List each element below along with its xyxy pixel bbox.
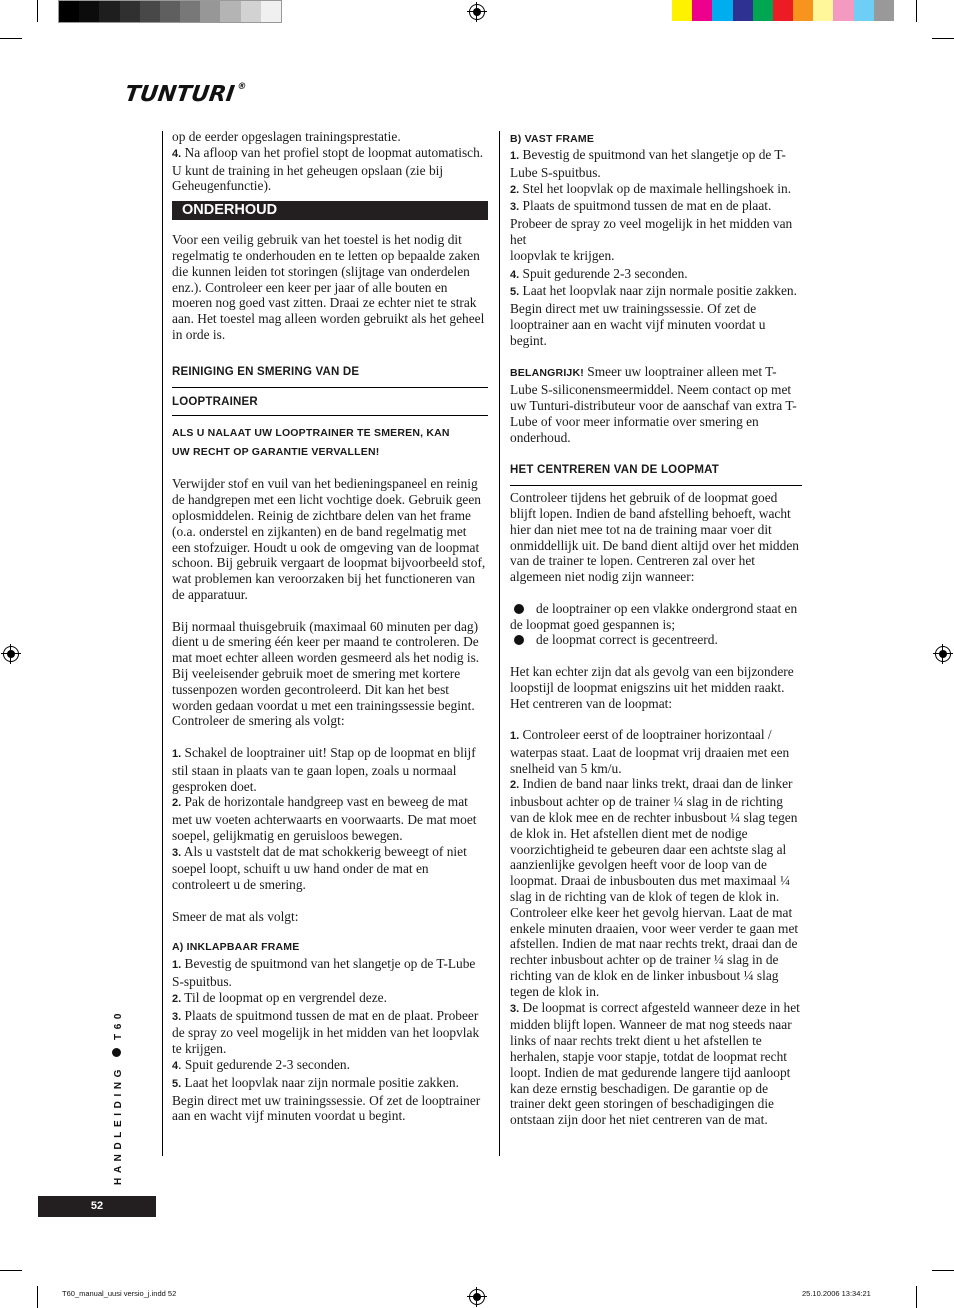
bullet-icon bbox=[112, 1048, 121, 1057]
step-item: 3. De loopmat is correct afgesteld wanneer deze in het midden blijft lopen. Wanneer de mat nog steeds naar links of naar rechts trekt dient u het afstellen te herhalen, stapje voor stapje, totdat de loopmat recht loopt. Indien de mat gedurende langere tijd aanloopt kan deze ernstig beschadigen. De garantie op de trainer dekt geen storingen of beschadigingen die ontstaan zijn door het niet centreren van de mat. bbox=[510, 999, 800, 1128]
crop-mark bbox=[0, 38, 22, 39]
section-title-onderhoud: ONDERHOUD bbox=[172, 201, 488, 220]
warranty-warning-line1: ALS U NALAAT UW LOOPTRAINER TE SMEREN, KAN bbox=[172, 427, 450, 440]
side-label: HANDLEIDINGT60 bbox=[113, 1008, 124, 1185]
warranty-warning-line2: UW RECHT OP GARANTIE VERVALLEN! bbox=[172, 446, 380, 459]
color-swatch bbox=[753, 0, 774, 21]
subheading-cleaning-line2: LOOPTRAINER bbox=[172, 388, 488, 417]
step-item: 3. Plaats de spuitmond tussen de mat en de plaat. Probeer de spray zo veel mogelijk in het midden van het bbox=[510, 198, 793, 247]
column-divider bbox=[162, 131, 163, 1156]
crop-mark bbox=[932, 1270, 954, 1271]
registration-mark-icon bbox=[935, 646, 951, 662]
crop-mark bbox=[916, 1286, 917, 1308]
maintenance-paragraph: Voor een veilig gebruik van het toestel is het nodig dit regelmatig te onderhouden en te letten op bepaalde zaken die kunnen leiden tot storingen (slijtage van onderdelen enz.). Controleer een keer per jaar of alle bouten en moeren nog goed vast zitten. Draai ze echter niet te strak aan. Het toestel mag alleen worden gebruikt als het geheel in orde is. bbox=[172, 232, 485, 342]
step-item: 1. Schakel de looptrainer uit! Stap op de loopmat en blijf stil staan in plaats van te gaan lopen, zoals u normaal gesproken doet. bbox=[172, 744, 476, 794]
column-divider bbox=[499, 131, 500, 1156]
color-swatch bbox=[773, 0, 794, 21]
color-swatch bbox=[733, 0, 754, 21]
step-item: 3. Als u vaststelt dat de mat schokkerig beweegt of niet soepel loopt, schuift u uw hand onder de mat en controleert u de smering. bbox=[172, 843, 467, 893]
step-item: 5. Laat het loopvlak naar zijn normale positie zakken. Begin direct met uw trainingssessie. Of zet de looptrainer aan en wacht vijf minuten voordat u begint. bbox=[510, 283, 797, 348]
right-column bbox=[510, 131, 802, 1128]
important-note: BELANGRIJK! Smeer uw looptrainer alleen met T-Lube S-siliconensmeermiddel. Neem contact op met uw Tunturi-distributeur voor de aanschaf van extra T-Lube of voor meer informatie over smering en onderhoud. bbox=[510, 364, 797, 445]
lubrication-check-steps bbox=[172, 745, 488, 893]
centering-title: HET CENTREREN VAN DE LOOPMAT bbox=[510, 457, 802, 486]
folding-frame-title: A) INKLAPBAAR FRAME bbox=[172, 941, 300, 954]
color-swatch bbox=[813, 0, 834, 21]
color-swatch bbox=[120, 1, 141, 22]
crop-mark bbox=[0, 1270, 22, 1271]
centering-paragraph: Controleer tijdens het gebruik of de loopmat goed blijft lopen. Indien de band afstelling behoeft, wacht hier dan niet mee tot na de training maar voer dit onmiddellijk uit. De band dient altijd over het midden van de trainer te lopen. Centreren zal over het algemeen niet nodig zijn wanneer: bbox=[510, 490, 799, 585]
centering-steps bbox=[510, 727, 802, 1128]
color-swatch bbox=[140, 1, 161, 22]
color-swatch bbox=[692, 0, 713, 21]
footer-date: 25.10.2006 13:34:21 bbox=[802, 1289, 871, 1298]
step-item: 2. Indien de band naar links trekt, draai dan de linker inbusbout achter op de trainer ¼ slag in de richting van de klok mee en de rechter inbusbout ¼ slag tegen de klok in. Het afstellen dient met de nodige voorzichtigheid te gebeuren daar een achtste slag al aanzienlijke gevolgen heeft voor de loop van de loopmat. Draai de inbusbouten dus met maximaal ¼ slag in de richting van de klok of tegen de klok in. Controleer elke keer het gevolg hiervan. Laat de mat enkele minuten draaien, voor weer verder te gaan met afstellen. Indien de mat naar rechts trekt, draai dan de rechter inbusbout achter op de trainer ¼ slag in de richting van de klok en de linker inbusbout ¼ slag tegen de klok in. bbox=[510, 776, 799, 999]
color-swatch bbox=[833, 0, 854, 21]
crop-mark bbox=[37, 1286, 38, 1308]
centering-paragraph-2: Het kan echter zijn dat als gevolg van een bijzondere loopstijl de loopmat enigszins uit het midden raakt. Het centreren van de loopmat: bbox=[510, 663, 794, 711]
registration-mark-icon bbox=[469, 1289, 485, 1305]
color-swatch bbox=[79, 1, 100, 22]
color-swatch bbox=[793, 0, 814, 21]
bullet-icon bbox=[514, 635, 524, 645]
step-item: 1. Bevestig de spuitmond van het slangetje op de T-Lube S-spuitbus. bbox=[172, 956, 476, 990]
crop-mark bbox=[37, 0, 38, 22]
folding-frame-steps bbox=[172, 956, 488, 1124]
color-swatch bbox=[59, 1, 80, 22]
color-swatch bbox=[200, 1, 221, 22]
color-swatch bbox=[672, 0, 693, 21]
tunturi-logo: TUNTURI® bbox=[123, 82, 248, 107]
color-swatch bbox=[180, 1, 201, 22]
step-item: 1. Bevestig de spuitmond van het slangetje op de T-Lube S-spuitbus. bbox=[510, 147, 786, 180]
step-item: 4. Spuit gedurende 2-3 seconden. bbox=[510, 265, 688, 281]
page-number: 52 bbox=[38, 1196, 156, 1217]
color-swatch bbox=[261, 1, 282, 22]
process-color-bar bbox=[672, 0, 894, 21]
crop-mark bbox=[916, 0, 917, 22]
centering-conditions bbox=[510, 601, 802, 648]
fixed-frame-title: B) VAST FRAME bbox=[510, 133, 595, 145]
color-swatch bbox=[854, 0, 875, 21]
step-item: 2. Stel het loopvlak op de maximale hellingshoek in. bbox=[510, 180, 792, 196]
color-swatch bbox=[241, 1, 262, 22]
step-item: 1. Controleer eerst of de looptrainer horizontaal / waterpas staat. Laat de loopmat vrij draaien met een snelheid van 5 km/u. bbox=[510, 727, 790, 776]
step-item: 2. Til de loopmat op en vergrendel deze. bbox=[172, 989, 387, 1005]
step-item: 4. Spuit gedurende 2-3 seconden. bbox=[172, 1057, 350, 1073]
lubrication-paragraph: Bij normaal thuisgebruik (maximaal 60 minuten per dag) dient u de smering één keer per maand te controleren. De mat moet echter alleen worden gesmeerd als het nodig is. Bij veeleisender gebruik moet de smering met kortere tussenpozen worden gecontroleerd. Dit kan het best worden gedaan voordat u met een trainingssessie begint. Controleer de smering als volgt: bbox=[172, 618, 480, 729]
bullet-item: de loopmat correct is gecentreerd. bbox=[510, 632, 802, 648]
color-swatch bbox=[160, 1, 181, 22]
step-item: 5. Laat het loopvlak naar zijn normale positie zakken. Begin direct met uw trainingssessie. Of zet de looptrainer aan en wacht vijf minuten voordat u begint. bbox=[172, 1074, 481, 1124]
registration-mark-icon bbox=[469, 4, 485, 20]
bullet-item: de looptrainer op een vlakke ondergrond staat en de loopmat goed gespannen is; bbox=[510, 600, 798, 632]
step-item: 3. Plaats de spuitmond tussen de mat en de plaat. Probeer de spray zo veel mogelijk in het midden van het loopvlak te krijgen. bbox=[172, 1007, 480, 1057]
profile-step: 4. Na afloop van het profiel stopt de loopmat automatisch. U kunt de training in het geheugen opslaan (zie bij Geheugenfunctie). bbox=[172, 144, 484, 194]
subheading-cleaning-line1: REINIGING EN SMERING VAN DE bbox=[172, 359, 488, 388]
lubrication-intro: Smeer de mat als volgt: bbox=[172, 908, 299, 924]
color-swatch bbox=[874, 0, 895, 21]
color-swatch bbox=[712, 0, 733, 21]
intro-text: op de eerder opgeslagen trainingsprestatie. bbox=[172, 129, 401, 144]
cleaning-paragraph: Verwijder stof en vuil van het bedieningspaneel en reinig de handgrepen met een licht vochtige doek. Gebruik geen oplosmiddelen. Reinig de zichtbare delen van het frame (o.a. onderstel en zijkanten) en de band regelmatig met een stofzuiger. Houdt u ook de omgeving van de loopmat schoon. Bij gebruik vergaart de loopmat bijvoorbeeld stof, wat problemen kan veroorzaken bij het functioneren van de apparatuur. bbox=[172, 476, 486, 602]
step-item: loopvlak te krijgen. bbox=[510, 247, 615, 263]
bullet-icon bbox=[514, 604, 524, 614]
color-swatch bbox=[220, 1, 241, 22]
registration-mark-icon bbox=[3, 646, 19, 662]
left-column bbox=[172, 129, 488, 1124]
fixed-frame-steps bbox=[510, 147, 802, 349]
color-swatch bbox=[99, 1, 120, 22]
gray-color-bar bbox=[58, 0, 282, 23]
step-item: 2. Pak de horizontale handgreep vast en beweeg de mat met uw voeten achterwaarts en voorwaarts. De mat moet soepel, gelijkmatig en geruisloos bewegen. bbox=[172, 794, 477, 843]
crop-mark bbox=[932, 38, 954, 39]
footer-file: T60_manual_uusi versio_j.indd 52 bbox=[62, 1289, 177, 1298]
